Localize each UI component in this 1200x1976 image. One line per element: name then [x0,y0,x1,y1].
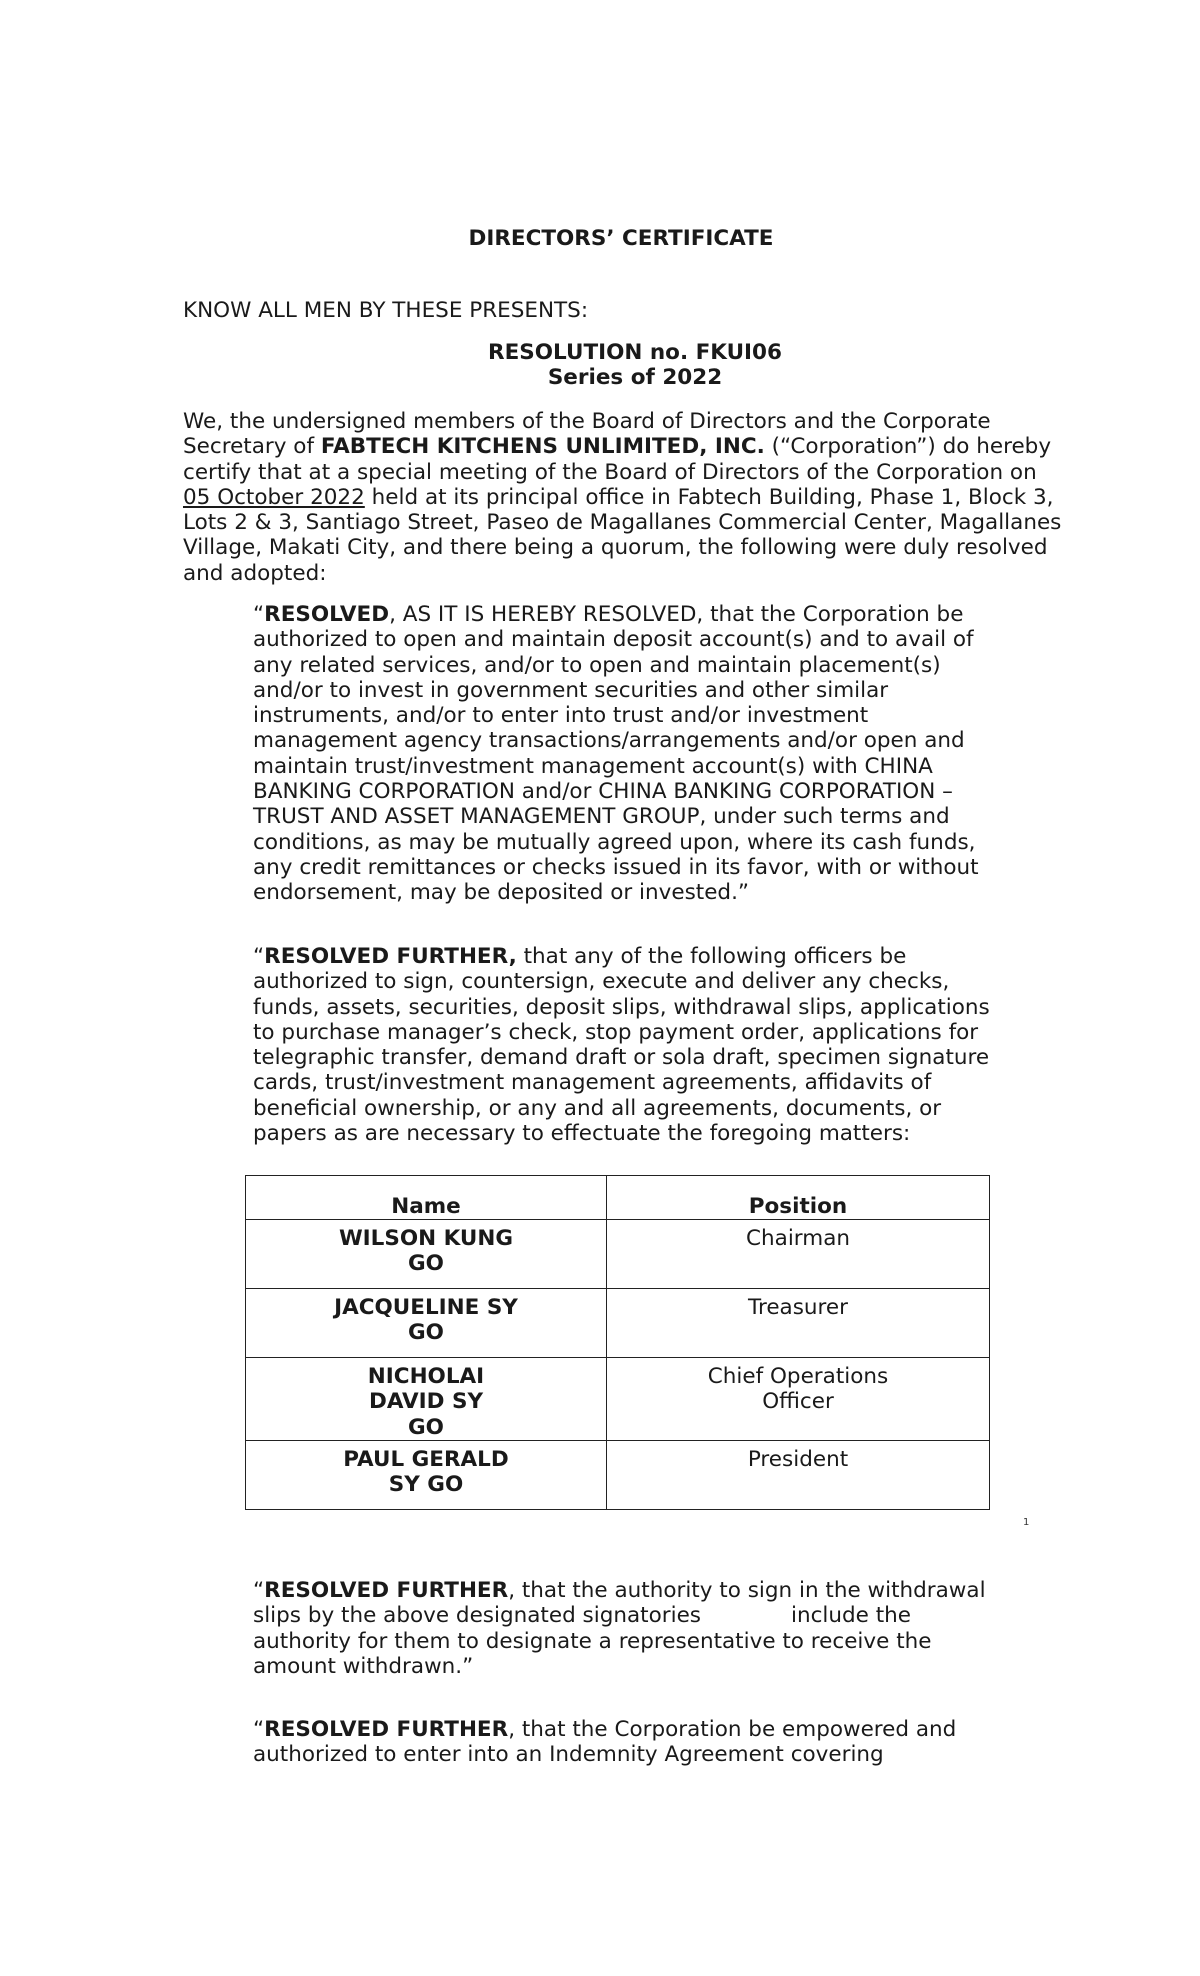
intro-text-3: held at its principal office in Fabtech Building, Phase 1, Block 3, Lots 2 & 3, Santiago Street, Paseo de Magallanes Commercial Center, Magallanes Village, Makati City, and there being a quorum, the following were duly resolved and adopted: [183,484,1062,586]
signatory-position: President [747,1446,849,1472]
resolution-paragraph-4 [253,1717,1013,1768]
signatory-name-cell [246,1289,607,1358]
signatory-position-cell [607,1289,990,1358]
signatory-name: WILSON KUNG GO [338,1226,514,1277]
signatory-position: Chairman [746,1226,850,1251]
resolution-paragraph-3 [253,1578,1013,1679]
table-row [246,1358,990,1441]
meeting-date: 05 October 2022 [183,484,365,510]
open-quote: “ [253,602,265,627]
signatory-position-cell [607,1440,990,1509]
table-row [246,1440,990,1509]
table-row [246,1220,990,1289]
resolution-number: RESOLUTION no. FKUI06 [488,340,782,365]
signatory-position: Treasurer [747,1295,848,1320]
resolution-text: , that the authority to sign in the withdrawal slips by the above designated signatories [253,1578,986,1629]
intro-text-1: We, the undersigned members of the Board of Directors and the Corporate Secretary of [183,409,991,460]
signatory-position-cell [607,1220,990,1289]
page-mark: 1 [1023,1517,1030,1528]
resolution-text-continued: include the authority for them to designate a representative to receive the amount withdrawn.” [253,1603,932,1679]
signatory-name: NICHOLAI DAVID SY GO [367,1364,485,1440]
signatory-position-cell [607,1358,990,1441]
intro-paragraph [183,409,1063,586]
opening-line: KNOW ALL MEN BY THESE PRESENTS: [183,298,589,323]
resolution-paragraph-2 [253,944,1013,1146]
resolution-lead: RESOLVED FURTHER [264,1578,509,1603]
resolution-lead: RESOLVED FURTHER, [264,944,517,969]
open-quote: “ [253,944,265,969]
table-header-row [246,1176,990,1220]
signatory-name: JACQUELINE SY GO [334,1295,518,1346]
resolution-text: , AS IT IS HEREBY RESOLVED, that the Corporation be authorized to open and maintain deposit account(s) and to avail of any related services, and/or to open and maintain placement(s) and/or to invest in government securities and other similar instruments, and/or to enter into trust and/or investment management agency transactions/arrangements and/or open and maintain trust/investment management account(s) with CHINA BANKING CORPORATION and/or CHINA BANKING CORPORATION – TRUST AND ASSET MANAGEMENT GROUP, under such terms and conditions, as may be mutually agreed upon, where its cash funds, any credit remittances or checks issued in its favor, with or without endorsement, may be deposited or invested.” [253,602,979,906]
signatory-name: PAUL GERALD SY GO [343,1446,509,1498]
resolution-heading [0,340,1200,391]
resolution-paragraph-1 [253,602,1013,906]
signatory-position: Chief Operations Officer [707,1364,889,1415]
resolution-lead: RESOLVED [264,602,390,627]
signatory-name-cell [246,1358,607,1441]
resolution-lead: RESOLVED FURTHER [264,1717,509,1742]
resolution-text: , that the Corporation be empowered and authorized to enter into an Indemnity Agreement covering [253,1717,957,1768]
signatory-name-cell [246,1220,607,1289]
company-name: FABTECH KITCHENS UNLIMITED, INC. [320,434,765,460]
position-column-header: Position [607,1176,990,1220]
resolution-text: that any of the following officers be authorized to sign, countersign, execute and deliver any checks, funds, assets, securities, deposit slips, withdrawal slips, applications to purchase manager’s check, stop payment order, applications for telegraphic transfer, demand draft or sola draft, specimen signature cards, trust/investment management agreements, affidavits of beneficial ownership, or any and all agreements, documents, or papers as are necessary to effectuate the foregoing matters: [253,944,990,1147]
open-quote: “ [253,1578,265,1603]
table-row [246,1289,990,1358]
intro-text-2: (“Corporation”) do hereby certify that at a special meeting of the Board of Directors of the Corporation on [183,434,1052,485]
open-quote: “ [253,1717,265,1742]
signatory-name-cell [246,1440,607,1509]
document-title: DIRECTORS’ CERTIFICATE [468,226,774,251]
resolution-series: Series of 2022 [547,365,723,391]
signatories-table [245,1175,990,1510]
name-column-header: Name [246,1176,607,1220]
